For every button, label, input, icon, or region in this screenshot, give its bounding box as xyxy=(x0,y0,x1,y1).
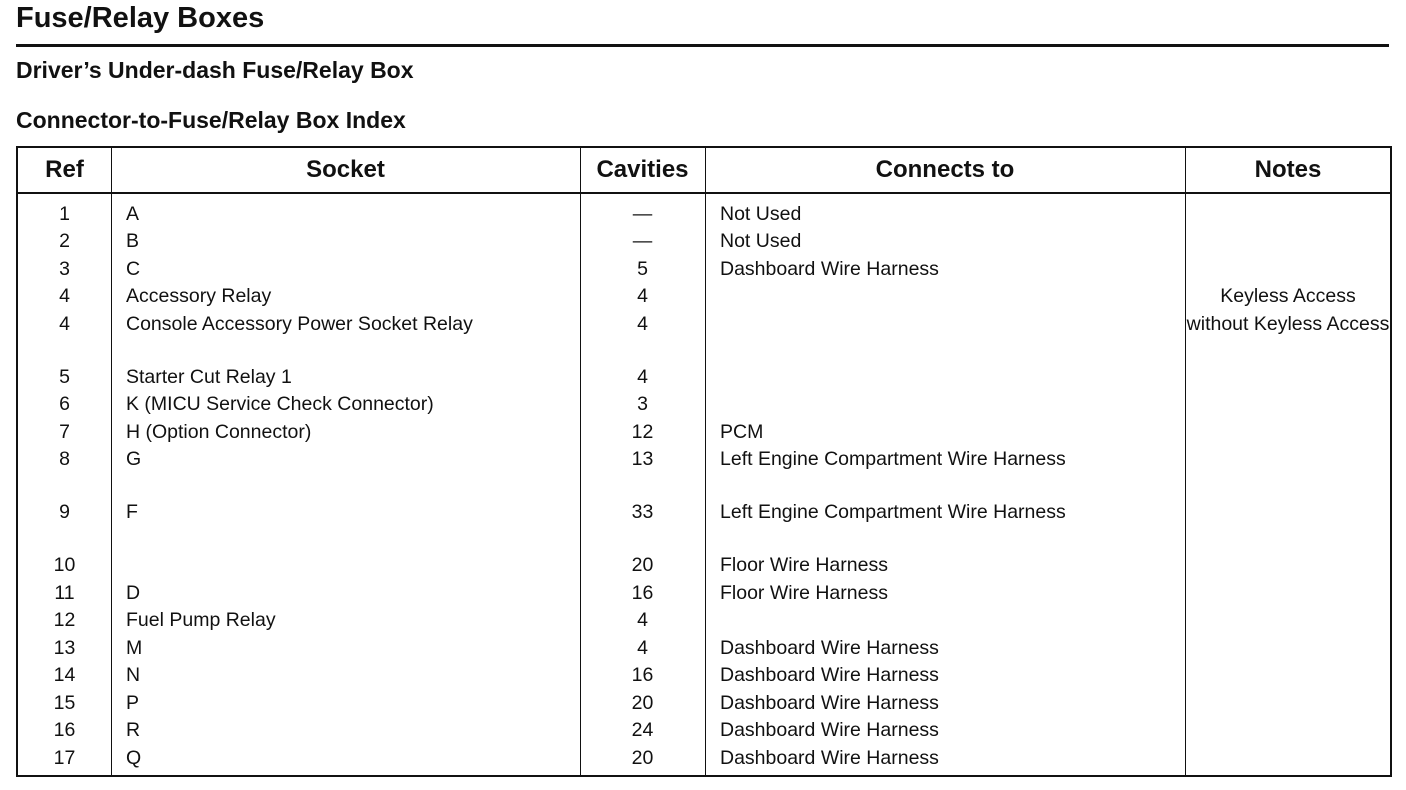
cell-cavities: 20 xyxy=(631,692,654,714)
cell-connects-to: Dashboard Wire Harness xyxy=(720,692,939,714)
header-notes: Notes xyxy=(1254,156,1322,183)
page-title: Fuse/Relay Boxes xyxy=(16,2,265,34)
cell-socket: Console Accessory Power Socket Relay xyxy=(126,313,473,335)
connector-index-table xyxy=(16,146,1392,777)
column-divider xyxy=(1185,148,1186,775)
cell-socket: R xyxy=(126,719,141,741)
cell-socket: P xyxy=(126,692,140,714)
header-cavities: Cavities xyxy=(596,156,689,183)
header-socket: Socket xyxy=(306,156,385,183)
cell-ref: 8 xyxy=(59,448,70,470)
cell-cavities: — xyxy=(632,203,653,225)
cell-ref: 2 xyxy=(59,230,70,252)
cell-cavities: 4 xyxy=(637,313,648,335)
cell-connects-to: Dashboard Wire Harness xyxy=(720,637,939,659)
cell-socket: Accessory Relay xyxy=(126,285,272,307)
cell-cavities: 16 xyxy=(631,664,654,686)
cell-cavities: 4 xyxy=(637,366,648,388)
cell-connects-to: Not Used xyxy=(720,203,802,225)
cell-notes: without Keyless Access xyxy=(1186,313,1390,335)
cell-socket: M xyxy=(126,637,143,659)
cell-cavities: 5 xyxy=(637,258,648,280)
cell-ref: 1 xyxy=(59,203,70,225)
cell-socket: Q xyxy=(126,747,142,769)
cell-ref: 14 xyxy=(53,664,76,686)
cell-socket: F xyxy=(126,501,138,523)
cell-ref: 9 xyxy=(59,501,70,523)
cell-connects-to: Left Engine Compartment Wire Harness xyxy=(720,448,1066,470)
title-rule xyxy=(16,44,1389,47)
cell-connects-to: PCM xyxy=(720,421,764,443)
cell-connects-to: Dashboard Wire Harness xyxy=(720,747,939,769)
cell-cavities: 16 xyxy=(631,582,654,604)
cell-ref: 5 xyxy=(59,366,70,388)
header-divider xyxy=(18,192,1390,194)
cell-cavities: 12 xyxy=(631,421,654,443)
cell-ref: 4 xyxy=(59,313,70,335)
cell-ref: 12 xyxy=(53,609,76,631)
cell-ref: 17 xyxy=(53,747,76,769)
column-divider xyxy=(705,148,706,775)
cell-cavities: 4 xyxy=(637,637,648,659)
subsection-title: Connector-to-Fuse/Relay Box Index xyxy=(16,107,406,133)
header-ref: Ref xyxy=(45,156,84,183)
cell-ref: 11 xyxy=(54,582,75,604)
cell-cavities: 33 xyxy=(631,501,654,523)
section-title: Driver’s Under-dash Fuse/Relay Box xyxy=(16,57,414,83)
cell-ref: 10 xyxy=(53,554,76,576)
cell-ref: 15 xyxy=(53,692,76,714)
cell-cavities: 4 xyxy=(637,609,648,631)
cell-cavities: — xyxy=(632,230,653,252)
cell-notes: Keyless Access xyxy=(1220,285,1356,307)
cell-socket: C xyxy=(126,258,141,280)
column-divider xyxy=(111,148,112,775)
cell-connects-to: Not Used xyxy=(720,230,802,252)
cell-socket: H (Option Connector) xyxy=(126,421,312,443)
cell-socket: Starter Cut Relay 1 xyxy=(126,366,292,388)
cell-socket: K (MICU Service Check Connector) xyxy=(126,393,434,415)
cell-ref: 6 xyxy=(59,393,70,415)
cell-connects-to: Dashboard Wire Harness xyxy=(720,258,939,280)
header-connects-to: Connects to xyxy=(875,156,1015,183)
cell-cavities: 20 xyxy=(631,747,654,769)
cell-ref: 3 xyxy=(59,258,70,280)
cell-cavities: 3 xyxy=(637,393,648,415)
cell-ref: 16 xyxy=(53,719,76,741)
cell-cavities: 13 xyxy=(631,448,654,470)
cell-ref: 4 xyxy=(59,285,70,307)
cell-cavities: 20 xyxy=(631,554,654,576)
cell-ref: 13 xyxy=(53,637,76,659)
cell-connects-to: Floor Wire Harness xyxy=(720,554,888,576)
cell-connects-to: Dashboard Wire Harness xyxy=(720,664,939,686)
cell-ref: 7 xyxy=(59,421,70,443)
cell-connects-to: Left Engine Compartment Wire Harness xyxy=(720,501,1066,523)
cell-socket: D xyxy=(126,582,141,604)
cell-socket: Fuel Pump Relay xyxy=(126,609,276,631)
cell-socket: N xyxy=(126,664,141,686)
cell-socket: B xyxy=(126,230,140,252)
cell-socket: G xyxy=(126,448,142,470)
cell-connects-to: Floor Wire Harness xyxy=(720,582,888,604)
cell-socket: A xyxy=(126,203,140,225)
cell-cavities: 4 xyxy=(637,285,648,307)
cell-connects-to: Dashboard Wire Harness xyxy=(720,719,939,741)
cell-cavities: 24 xyxy=(631,719,654,741)
